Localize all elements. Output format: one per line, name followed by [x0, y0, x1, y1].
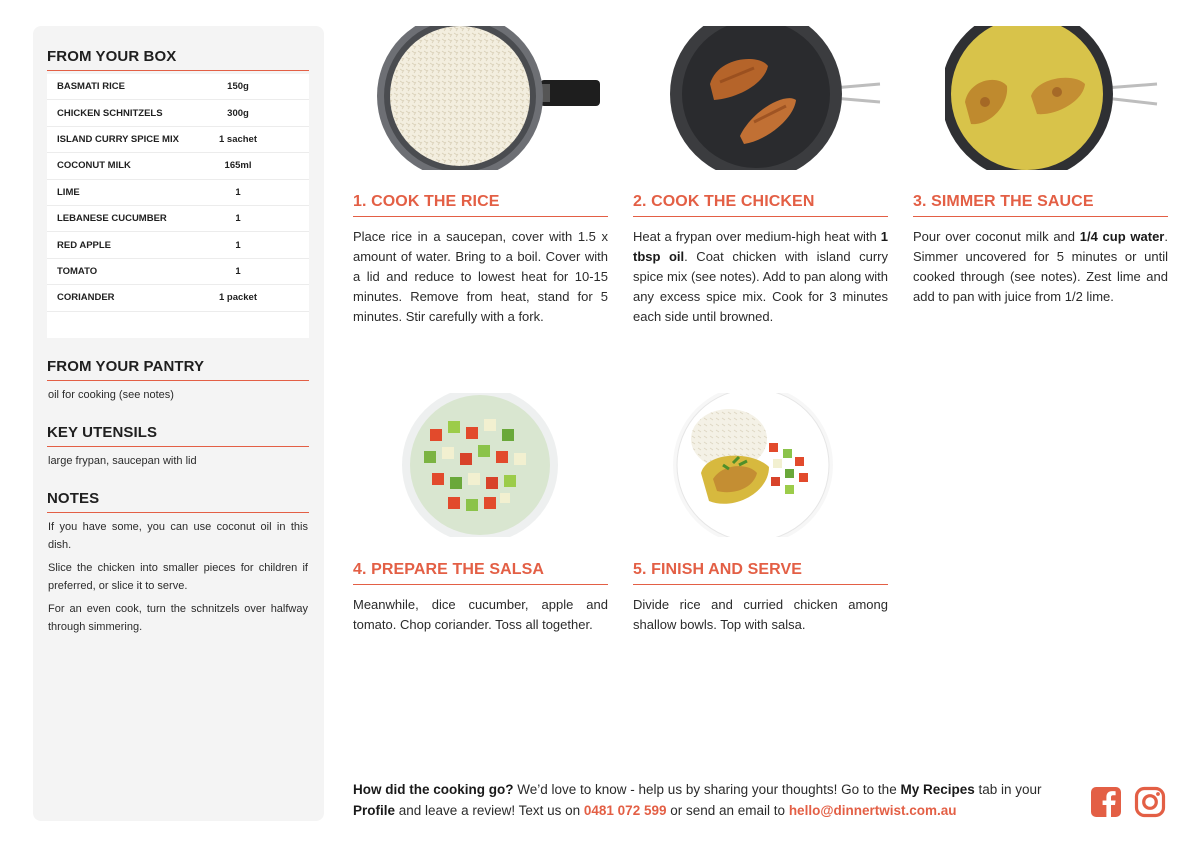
notes-list: [48, 519, 308, 642]
step-4-title: 4. PREPARE THE SALSA: [353, 561, 608, 585]
footer-text: We’d love to know - help us by sharing your thoughts! Go to the: [513, 782, 901, 797]
ingredient-name: CORIANDER: [57, 292, 115, 304]
step-4-text: Meanwhile, dice cucumber, apple and tomato. Chop coriander. Toss all together.: [353, 597, 608, 632]
ingredient-qty: 1: [235, 186, 241, 198]
step-2-text-b: . Coat chicken with island curry spice mix (see notes). Add to pan along with any excess spice mix. Cook for 3 minutes each side until browned.: [633, 249, 888, 324]
footer-text: or send an email to: [666, 803, 789, 818]
feedback-footer: [353, 779, 1078, 821]
ingredient-qty: 1 sachet: [218, 133, 258, 145]
rice-saucepan-photo: [375, 26, 605, 170]
ingredient-name: LEBANESE CUCUMBER: [57, 213, 167, 225]
instagram-icon[interactable]: [1134, 786, 1166, 818]
facebook-icon[interactable]: [1090, 786, 1122, 818]
ingredient-qty: 1: [235, 213, 241, 225]
step-5-title: 5. FINISH AND SERVE: [633, 561, 888, 585]
step-1-title: 1. COOK THE RICE: [353, 193, 608, 217]
ingredient-qty: 150g: [227, 81, 249, 93]
salsa-bowl-photo: [400, 393, 560, 537]
from-your-box-title: FROM YOUR BOX: [47, 48, 309, 71]
ingredient-qty: 1: [235, 239, 241, 251]
ingredient-qty: 165ml: [224, 160, 252, 172]
step-3-text-b: . Simmer uncovered for 5 minutes or until cooked through (see notes). Zest lime and add to pan with juice from 1/2 lime.: [913, 229, 1168, 304]
step-3-bold: 1/4 cup water: [1079, 229, 1165, 244]
table-row: [47, 206, 309, 232]
step-3-text-a: Pour over coconut milk and: [913, 229, 1080, 244]
footer-question: How did the cooking go?: [353, 782, 514, 797]
step-2-bold: 1 tbsp oil: [633, 229, 888, 264]
from-your-pantry-title: FROM YOUR PANTRY: [47, 358, 309, 381]
table-row: [47, 259, 309, 285]
step-3-text: [913, 227, 1168, 307]
ingredient-name: COCONUT MILK: [57, 160, 131, 172]
ingredient-qty: 1 packet: [218, 292, 258, 304]
table-row: [47, 74, 309, 100]
table-row: [47, 127, 309, 153]
step-5-text: Divide rice and curried chicken among shallow bowls. Top with salsa.: [633, 597, 888, 632]
step-1-text: Place rice in a saucepan, cover with 1.5 x amount of water. Bring to a boil. Cover with a lid and reduce to lowest heat for 10-15 minutes. Remove from heat, stand for 5 minutes. Stir carefully with a fork.: [353, 229, 608, 324]
step-2-title: 2. COOK THE CHICKEN: [633, 193, 888, 217]
pantry-text: oil for cooking (see notes): [48, 389, 174, 401]
ingredient-name: BASMATI RICE: [57, 81, 125, 93]
profile-link[interactable]: Profile: [353, 803, 396, 818]
step-2-text: [633, 227, 888, 327]
table-row: [47, 153, 309, 179]
ingredients-sidebar: [33, 26, 324, 821]
table-row: [47, 100, 309, 126]
table-row: [47, 180, 309, 206]
footer-text: and leave a review! Text us on: [395, 803, 584, 818]
my-recipes-link[interactable]: My Recipes: [900, 782, 975, 797]
note-item: If you have some, you can use coconut oil in this dish.: [48, 521, 308, 551]
utensils-text: large frypan, saucepan with lid: [48, 455, 197, 467]
table-row: [47, 285, 309, 311]
note-item: For an even cook, turn the schnitzels over halfway through simmering.: [48, 603, 308, 633]
ingredient-name: RED APPLE: [57, 239, 112, 251]
ingredient-qty: 1: [235, 265, 241, 277]
notes-title: NOTES: [47, 490, 309, 513]
ingredient-name: TOMATO: [57, 265, 98, 277]
table-row: [47, 232, 309, 258]
footer-text: tab in your: [974, 782, 1042, 797]
key-utensils-title: KEY UTENSILS: [47, 424, 309, 447]
chicken-frypan-photo: [668, 26, 883, 170]
curry-sauce-photo: [945, 26, 1160, 170]
ingredient-name: ISLAND CURRY SPICE MIX: [57, 133, 179, 145]
ingredient-qty: 300g: [227, 107, 249, 119]
step-2-text-a: Heat a frypan over medium-high heat with: [633, 229, 881, 244]
note-item: Slice the chicken into smaller pieces for children if preferred, or slice it to serve.: [48, 562, 308, 592]
email-link[interactable]: hello@dinnertwist.com.au: [788, 803, 957, 818]
step-3-title: 3. SIMMER THE SAUCE: [913, 193, 1168, 217]
box-ingredients-table: [47, 74, 309, 338]
ingredient-name: CHICKEN SCHNITZELS: [57, 107, 163, 119]
phone-link[interactable]: 0481 072 599: [583, 803, 667, 818]
ingredient-name: LIME: [57, 186, 80, 198]
served-plate-photo: [673, 393, 833, 537]
